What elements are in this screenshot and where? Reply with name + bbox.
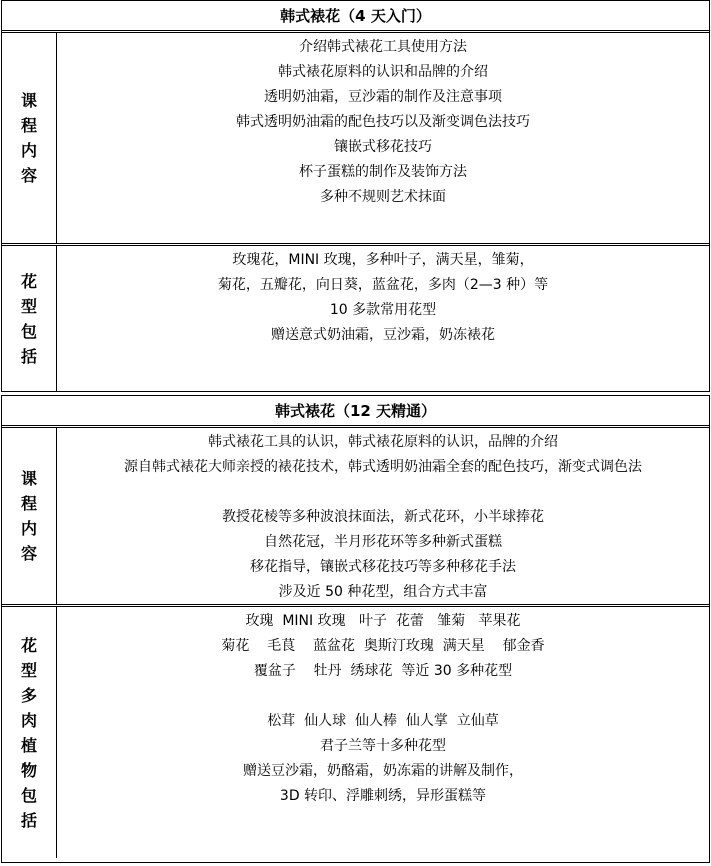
content-line: 移花指导，镶嵌式移花技巧等多种移花手法 bbox=[250, 559, 516, 575]
flower-types-lines bbox=[57, 246, 709, 391]
content-line-blank bbox=[57, 480, 709, 505]
row-label-course-content bbox=[2, 33, 57, 243]
label-char: 课 bbox=[20, 91, 37, 110]
content-line: 韩式裱花原料的认识和品牌的介绍 bbox=[278, 64, 488, 80]
content-line: 君子兰等十多种花型 bbox=[320, 738, 446, 754]
label-char: 型 bbox=[20, 660, 37, 680]
flower-succulent-types-row bbox=[2, 604, 709, 858]
label-char: 花 bbox=[20, 635, 37, 655]
row-label-course-content bbox=[2, 428, 57, 604]
label-char: 肉 bbox=[20, 710, 37, 730]
label-char: 括 bbox=[20, 810, 37, 830]
label-char: 内 bbox=[20, 141, 37, 160]
content-line: 松茸 仙人球 仙人棒 仙人掌 立仙草 bbox=[267, 713, 499, 729]
content-line: 涉及近 50 种花型，组合方式丰富 bbox=[278, 584, 488, 600]
label-char: 程 bbox=[20, 494, 37, 513]
content-line: 覆盆子 牡丹 绣球花 等近 30 多种花型 bbox=[253, 663, 513, 679]
course-content-row bbox=[2, 428, 709, 604]
course-4day-block bbox=[1, 0, 710, 392]
label-char: 容 bbox=[20, 544, 37, 563]
label-char: 程 bbox=[20, 116, 37, 135]
label-char: 花 bbox=[20, 271, 37, 291]
content-line: 介绍韩式裱花工具使用方法 bbox=[299, 39, 467, 55]
label-char: 包 bbox=[20, 785, 37, 805]
content-line: 玫瑰 MINI 玫瑰 叶子 花蕾 雏菊 苹果花 bbox=[245, 613, 521, 629]
content-line: 赠送豆沙霜，奶酪霜，奶冻霜的讲解及制作， bbox=[243, 763, 523, 779]
content-line: 菊花，五瓣花，向日葵，蓝盆花，多肉（2—3 种）等 bbox=[217, 277, 549, 293]
content-line: 韩式透明奶油霜的配色技巧以及渐变调色法技巧 bbox=[236, 114, 530, 130]
content-line: 赠送意式奶油霜，豆沙霜，奶冻裱花 bbox=[271, 327, 495, 343]
label-char: 课 bbox=[20, 469, 37, 488]
content-line: 韩式裱花工具的认识，韩式裱花原料的认识，品牌的介绍 bbox=[208, 434, 558, 450]
content-line: 源自韩式裱花大师亲授的裱花技术，韩式透明奶油霜全套的配色技巧，渐变式调色法 bbox=[124, 459, 642, 475]
course-title: 韩式裱花（12 天精通） bbox=[2, 396, 709, 428]
content-line-blank bbox=[57, 684, 709, 709]
flower-types-row bbox=[2, 243, 709, 391]
content-line: 透明奶油霜，豆沙霜的制作及注意事项 bbox=[264, 89, 502, 105]
label-char: 多 bbox=[20, 685, 37, 705]
content-line: 10 多款常用花型 bbox=[329, 302, 437, 318]
course-12day-block bbox=[1, 395, 710, 863]
content-line: 教授花棱等多种波浪抹面法，新式花环，小半球捧花 bbox=[222, 509, 544, 525]
content-line: 菊花 毛茛 蓝盆花 奥斯汀玫瑰 满天星 郁金香 bbox=[221, 638, 545, 654]
course-document bbox=[1, 0, 710, 863]
row-label-flower-types bbox=[2, 246, 57, 391]
label-char: 容 bbox=[20, 166, 37, 185]
content-line: 镶嵌式移花技巧 bbox=[334, 139, 432, 155]
content-line: 多种不规则艺术抹面 bbox=[320, 189, 446, 205]
course-content-lines bbox=[57, 428, 709, 604]
content-line: 3D 转印、浮雕刺绣，异形蛋糕等 bbox=[279, 788, 487, 804]
flower-succulent-types-lines bbox=[57, 607, 709, 858]
label-char: 型 bbox=[20, 296, 37, 316]
course-content-row bbox=[2, 33, 709, 243]
content-line: 杯子蛋糕的制作及装饰方法 bbox=[299, 164, 467, 180]
label-char: 括 bbox=[20, 346, 37, 366]
label-char: 包 bbox=[20, 321, 37, 341]
label-char: 物 bbox=[20, 760, 37, 780]
label-char: 植 bbox=[20, 735, 37, 755]
course-title: 韩式裱花（4 天入门） bbox=[2, 1, 709, 33]
content-line: 自然花冠，半月形花环等多种新式蛋糕 bbox=[264, 534, 502, 550]
course-content-lines bbox=[57, 33, 709, 243]
content-line: 玫瑰花，MINI 玫瑰，多种叶子，满天星，雏菊， bbox=[232, 252, 534, 268]
label-char: 内 bbox=[20, 519, 37, 538]
row-label-flower-succulent-types bbox=[2, 607, 57, 858]
